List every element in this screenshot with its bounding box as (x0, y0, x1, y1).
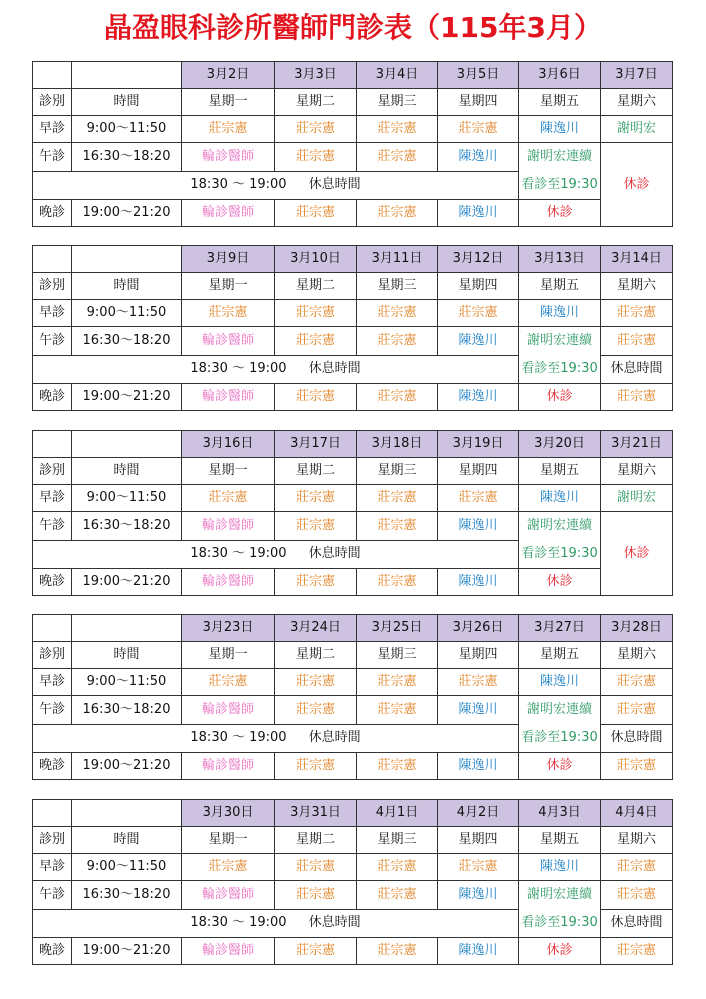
weekday-header: 星期一 (182, 273, 275, 300)
doctor-cell: 莊宗憲 (275, 116, 357, 143)
date-header: 3月3日 (275, 62, 357, 89)
doctor-cell: 陳逸川 (438, 384, 519, 411)
doctor-cell: 莊宗憲 (601, 669, 673, 696)
session-name: 午診 (33, 143, 72, 172)
session-name: 早診 (33, 854, 72, 881)
doctor-cell: 陳逸川 (438, 938, 519, 965)
session-name: 午診 (33, 327, 72, 356)
weekday-header: 星期六 (601, 827, 673, 854)
blank-cell (72, 800, 182, 827)
doctor-cell: 輪診醫師 (182, 200, 275, 227)
date-row (33, 615, 673, 642)
session-time: 16:30～18:20 (72, 512, 182, 541)
date-header: 4月1日 (357, 800, 438, 827)
time-header: 時間 (72, 827, 182, 854)
doctor-cell: 莊宗憲 (601, 938, 673, 965)
table-row (33, 696, 673, 725)
doctor-cell: 莊宗憲 (357, 854, 438, 881)
time-header: 時間 (72, 458, 182, 485)
friday-extended-line: 看診至19:30 (521, 915, 598, 930)
doctor-cell: 莊宗憲 (357, 327, 438, 356)
session-name: 晚診 (33, 938, 72, 965)
date-header: 3月24日 (275, 615, 357, 642)
date-header: 3月31日 (275, 800, 357, 827)
date-row (33, 246, 673, 273)
doctor-cell: 陳逸川 (438, 200, 519, 227)
weekday-header: 星期一 (182, 458, 275, 485)
doctor-cell: 莊宗憲 (601, 696, 673, 725)
doctor-cell: 莊宗憲 (275, 938, 357, 965)
session-time: 9:00～11:50 (72, 300, 182, 327)
doctor-cell: 輪診醫師 (182, 881, 275, 910)
break-cell (33, 909, 519, 938)
break-label: 休息時間 (308, 915, 361, 931)
doctor-cell: 輪診醫師 (182, 143, 275, 172)
friday-extended-line: 看診至19:30 (521, 546, 598, 561)
doctor-cell: 陳逸川 (438, 696, 519, 725)
doctor-cell: 莊宗憲 (357, 938, 438, 965)
session-type-header: 診別 (33, 273, 72, 300)
doctor-cell: 休診 (519, 938, 601, 965)
date-header: 3月16日 (182, 431, 275, 458)
weekday-header: 星期五 (519, 273, 601, 300)
session-time: 19:00～21:20 (72, 753, 182, 780)
time-header: 時間 (72, 642, 182, 669)
doctor-cell: 輪診醫師 (182, 327, 275, 356)
doctor-cell: 莊宗憲 (601, 854, 673, 881)
saturday-break-cell: 休息時間 (601, 724, 673, 753)
break-cell (33, 171, 519, 200)
date-header: 3月4日 (357, 62, 438, 89)
doctor-cell: 休診 (519, 753, 601, 780)
doctor-cell: 莊宗憲 (601, 384, 673, 411)
doctor-cell: 莊宗憲 (275, 854, 357, 881)
table-row (33, 881, 673, 910)
date-header: 3月9日 (182, 246, 275, 273)
blank-cell (72, 431, 182, 458)
friday-extended-line: 謝明宏連續 (526, 333, 592, 348)
doctor-cell: 莊宗憲 (182, 485, 275, 512)
session-name: 晚診 (33, 753, 72, 780)
date-header: 3月5日 (438, 62, 519, 89)
doctor-cell: 莊宗憲 (275, 143, 357, 172)
weekday-header: 星期一 (182, 642, 275, 669)
doctor-cell: 莊宗憲 (438, 854, 519, 881)
weekday-header: 星期一 (182, 89, 275, 116)
doctor-cell: 謝明宏 (601, 116, 673, 143)
table-row (33, 753, 673, 780)
table-row (33, 512, 673, 541)
session-name: 早診 (33, 116, 72, 143)
friday-extended-cell (519, 327, 601, 384)
date-header: 3月19日 (438, 431, 519, 458)
blank-cell (33, 800, 72, 827)
doctor-cell: 莊宗憲 (275, 300, 357, 327)
break-time: 18:30 ～ 19:00 (190, 546, 287, 562)
session-time: 19:00～21:20 (72, 384, 182, 411)
date-header: 3月13日 (519, 246, 601, 273)
date-header: 3月27日 (519, 615, 601, 642)
session-time: 16:30～18:20 (72, 696, 182, 725)
doctor-cell: 莊宗憲 (357, 753, 438, 780)
session-time: 19:00～21:20 (72, 569, 182, 596)
weekday-header: 星期一 (182, 827, 275, 854)
weekday-header: 星期六 (601, 89, 673, 116)
date-header: 3月18日 (357, 431, 438, 458)
friday-extended-line: 看診至19:30 (521, 361, 598, 376)
table-row (33, 143, 673, 172)
doctor-cell: 莊宗憲 (438, 485, 519, 512)
friday-extended-line: 謝明宏連續 (526, 518, 592, 533)
session-name: 晚診 (33, 569, 72, 596)
session-time: 9:00～11:50 (72, 485, 182, 512)
table-row (33, 569, 673, 596)
table-row (33, 327, 673, 356)
doctor-cell: 莊宗憲 (438, 669, 519, 696)
doctor-cell: 莊宗憲 (357, 569, 438, 596)
weekday-header: 星期五 (519, 89, 601, 116)
session-time: 9:00～11:50 (72, 669, 182, 696)
session-name: 早診 (33, 669, 72, 696)
break-cell (33, 540, 519, 569)
break-label: 休息時間 (308, 730, 361, 746)
doctor-cell: 輪診醫師 (182, 696, 275, 725)
weekday-header: 星期四 (438, 89, 519, 116)
doctor-cell: 陳逸川 (438, 512, 519, 541)
doctor-cell: 陳逸川 (438, 881, 519, 910)
doctor-cell: 輪診醫師 (182, 753, 275, 780)
date-header: 3月20日 (519, 431, 601, 458)
date-header: 3月7日 (601, 62, 673, 89)
table-row (33, 854, 673, 881)
session-time: 19:00～21:20 (72, 200, 182, 227)
week-schedule-table (32, 799, 673, 965)
doctor-cell: 莊宗憲 (601, 881, 673, 910)
friday-extended-cell (519, 512, 601, 569)
blank-cell (72, 615, 182, 642)
saturday-break-cell: 休息時間 (601, 909, 673, 938)
date-header: 3月12日 (438, 246, 519, 273)
doctor-cell: 休診 (519, 200, 601, 227)
session-type-header: 診別 (33, 458, 72, 485)
weekday-header: 星期三 (357, 642, 438, 669)
break-time: 18:30 ～ 19:00 (190, 361, 287, 377)
date-header: 3月11日 (357, 246, 438, 273)
time-header: 時間 (72, 89, 182, 116)
date-header: 3月10日 (275, 246, 357, 273)
weekday-header: 星期四 (438, 642, 519, 669)
session-time: 9:00～11:50 (72, 116, 182, 143)
table-row (33, 669, 673, 696)
date-header: 4月4日 (601, 800, 673, 827)
date-header: 4月3日 (519, 800, 601, 827)
date-header: 3月30日 (182, 800, 275, 827)
doctor-cell: 莊宗憲 (357, 485, 438, 512)
session-time: 16:30～18:20 (72, 881, 182, 910)
doctor-cell: 陳逸川 (438, 327, 519, 356)
doctor-cell: 輪診醫師 (182, 569, 275, 596)
break-label: 休息時間 (308, 177, 361, 193)
saturday-closed-cell: 休診 (601, 143, 673, 227)
session-name: 午診 (33, 881, 72, 910)
doctor-cell: 陳逸川 (519, 116, 601, 143)
friday-extended-line: 謝明宏連續 (526, 887, 592, 902)
doctor-cell: 莊宗憲 (357, 512, 438, 541)
doctor-cell: 莊宗憲 (601, 300, 673, 327)
doctor-cell: 莊宗憲 (275, 569, 357, 596)
doctor-cell: 莊宗憲 (275, 200, 357, 227)
doctor-cell: 莊宗憲 (601, 753, 673, 780)
doctor-cell: 莊宗憲 (357, 200, 438, 227)
date-row (33, 431, 673, 458)
doctor-cell: 輪診醫師 (182, 938, 275, 965)
blank-cell (72, 246, 182, 273)
weekday-header: 星期五 (519, 827, 601, 854)
weekday-header: 星期六 (601, 642, 673, 669)
date-header: 3月6日 (519, 62, 601, 89)
doctor-cell: 謝明宏 (601, 485, 673, 512)
table-row (33, 116, 673, 143)
week-schedule-table (32, 614, 673, 780)
break-time: 18:30 ～ 19:00 (190, 915, 287, 931)
weekday-row (33, 273, 673, 300)
doctor-cell: 莊宗憲 (438, 300, 519, 327)
doctor-cell: 陳逸川 (519, 300, 601, 327)
date-header: 3月2日 (182, 62, 275, 89)
date-header: 3月21日 (601, 431, 673, 458)
week-schedule-table (32, 245, 673, 411)
weekday-header: 星期五 (519, 458, 601, 485)
weekday-header: 星期二 (275, 458, 357, 485)
doctor-cell: 莊宗憲 (182, 669, 275, 696)
date-header: 3月23日 (182, 615, 275, 642)
break-time: 18:30 ～ 19:00 (190, 730, 287, 746)
session-time: 9:00～11:50 (72, 854, 182, 881)
blank-cell (33, 431, 72, 458)
session-name: 早診 (33, 300, 72, 327)
friday-extended-cell (519, 143, 601, 200)
table-row (33, 938, 673, 965)
weekday-header: 星期三 (357, 458, 438, 485)
break-label: 休息時間 (308, 546, 361, 562)
doctor-cell: 莊宗憲 (275, 881, 357, 910)
doctor-cell: 陳逸川 (519, 485, 601, 512)
session-type-header: 診別 (33, 827, 72, 854)
saturday-break-cell: 休息時間 (601, 355, 673, 384)
weekday-row (33, 642, 673, 669)
session-name: 午診 (33, 512, 72, 541)
doctor-cell: 休診 (519, 569, 601, 596)
blank-cell (33, 62, 72, 89)
session-time: 19:00～21:20 (72, 938, 182, 965)
doctor-cell: 陳逸川 (438, 569, 519, 596)
weekday-header: 星期五 (519, 642, 601, 669)
doctor-cell: 莊宗憲 (275, 512, 357, 541)
weekday-header: 星期二 (275, 89, 357, 116)
doctor-cell: 莊宗憲 (357, 116, 438, 143)
friday-extended-line: 看診至19:30 (521, 177, 598, 192)
doctor-cell: 輪診醫師 (182, 384, 275, 411)
weekday-row (33, 458, 673, 485)
weekday-header: 星期四 (438, 458, 519, 485)
doctor-cell: 莊宗憲 (357, 696, 438, 725)
date-header: 3月17日 (275, 431, 357, 458)
date-header: 3月28日 (601, 615, 673, 642)
doctor-cell: 莊宗憲 (275, 485, 357, 512)
week-schedule-table (32, 430, 673, 596)
doctor-cell: 莊宗憲 (357, 300, 438, 327)
date-row (33, 800, 673, 827)
doctor-cell: 莊宗憲 (275, 384, 357, 411)
session-type-header: 診別 (33, 89, 72, 116)
doctor-cell: 莊宗憲 (357, 143, 438, 172)
weekday-header: 星期四 (438, 827, 519, 854)
doctor-cell: 莊宗憲 (275, 327, 357, 356)
session-time: 16:30～18:20 (72, 143, 182, 172)
date-header: 3月26日 (438, 615, 519, 642)
doctor-cell: 莊宗憲 (357, 384, 438, 411)
friday-extended-line: 看診至19:30 (521, 730, 598, 745)
session-name: 早診 (33, 485, 72, 512)
weekday-header: 星期四 (438, 273, 519, 300)
page-title: 晶盈眼科診所醫師門診表（115年3月） (104, 11, 602, 44)
saturday-closed-cell: 休診 (601, 512, 673, 596)
doctor-cell: 莊宗憲 (275, 753, 357, 780)
weekday-header: 星期三 (357, 273, 438, 300)
doctor-cell: 陳逸川 (519, 854, 601, 881)
week-schedule-table (32, 61, 673, 227)
table-row (33, 300, 673, 327)
friday-extended-cell (519, 696, 601, 753)
weekday-header: 星期三 (357, 827, 438, 854)
weekday-header: 星期二 (275, 642, 357, 669)
weekday-header: 星期二 (275, 827, 357, 854)
date-header: 4月2日 (438, 800, 519, 827)
weekday-header: 星期三 (357, 89, 438, 116)
session-name: 晚診 (33, 384, 72, 411)
doctor-cell: 莊宗憲 (182, 300, 275, 327)
break-label: 休息時間 (308, 361, 361, 377)
table-row (33, 200, 673, 227)
doctor-cell: 莊宗憲 (357, 669, 438, 696)
doctor-cell: 莊宗憲 (601, 327, 673, 356)
doctor-cell: 莊宗憲 (275, 696, 357, 725)
friday-extended-line: 謝明宏連續 (526, 702, 592, 717)
date-header: 3月14日 (601, 246, 673, 273)
weekday-header: 星期六 (601, 458, 673, 485)
session-type-header: 診別 (33, 642, 72, 669)
blank-cell (72, 62, 182, 89)
doctor-cell: 莊宗憲 (357, 881, 438, 910)
blank-cell (33, 246, 72, 273)
weekday-header: 星期二 (275, 273, 357, 300)
friday-extended-cell (519, 881, 601, 938)
doctor-cell: 陳逸川 (438, 143, 519, 172)
table-row (33, 384, 673, 411)
doctor-cell: 莊宗憲 (182, 116, 275, 143)
break-time: 18:30 ～ 19:00 (190, 177, 287, 193)
friday-extended-line: 謝明宏連續 (526, 149, 592, 164)
date-row (33, 62, 673, 89)
break-cell (33, 355, 519, 384)
time-header: 時間 (72, 273, 182, 300)
weekday-row (33, 827, 673, 854)
weekday-row (33, 89, 673, 116)
session-name: 晚診 (33, 200, 72, 227)
blank-cell (33, 615, 72, 642)
doctor-cell: 莊宗憲 (438, 116, 519, 143)
doctor-cell: 輪診醫師 (182, 512, 275, 541)
doctor-cell: 莊宗憲 (275, 669, 357, 696)
doctor-cell: 陳逸川 (438, 753, 519, 780)
weekday-header: 星期六 (601, 273, 673, 300)
session-time: 16:30～18:20 (72, 327, 182, 356)
doctor-cell: 休診 (519, 384, 601, 411)
table-row (33, 485, 673, 512)
date-header: 3月25日 (357, 615, 438, 642)
doctor-cell: 陳逸川 (519, 669, 601, 696)
break-cell (33, 724, 519, 753)
doctor-cell: 莊宗憲 (182, 854, 275, 881)
session-name: 午診 (33, 696, 72, 725)
